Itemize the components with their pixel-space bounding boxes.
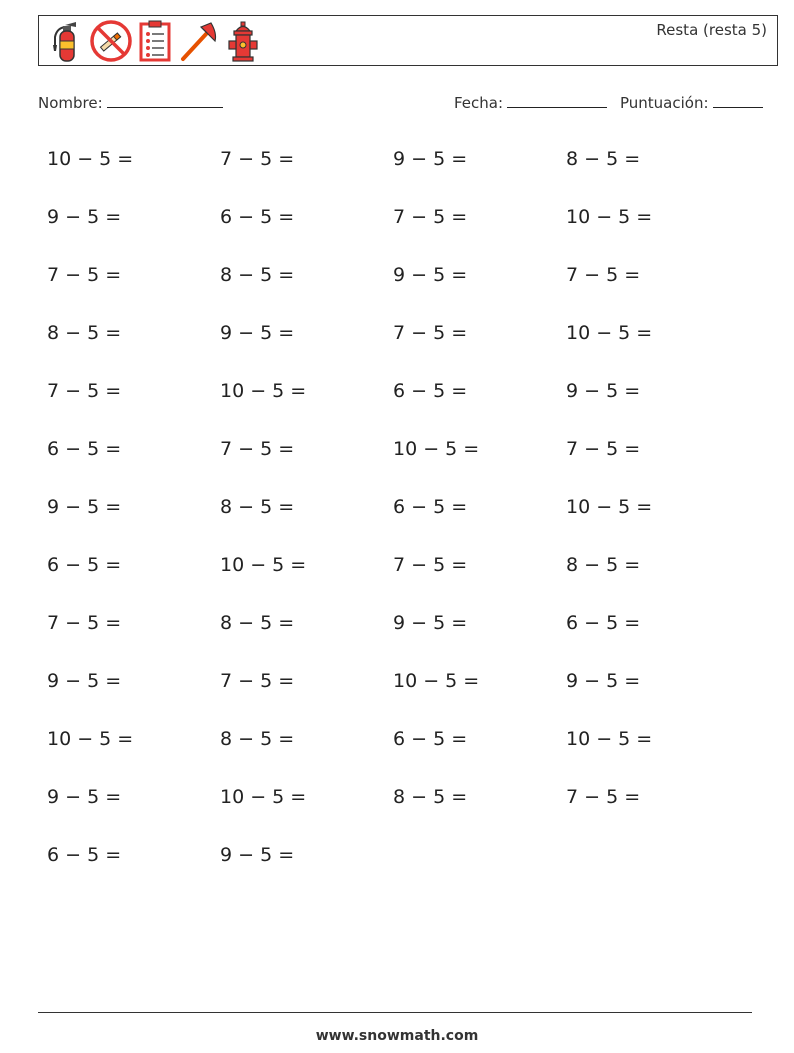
problem-item: 9 − 5 = bbox=[393, 148, 468, 170]
no-smoking-icon bbox=[89, 19, 133, 63]
problem-item: 6 − 5 = bbox=[47, 844, 122, 866]
worksheet-header bbox=[38, 15, 778, 66]
student-info-row bbox=[38, 93, 772, 117]
problem-item: 10 − 5 = bbox=[47, 728, 134, 750]
score-blank[interactable] bbox=[713, 93, 763, 108]
problem-item: 7 − 5 = bbox=[393, 206, 468, 228]
problem-item: 8 − 5 = bbox=[47, 322, 122, 344]
problem-item: 6 − 5 = bbox=[393, 380, 468, 402]
problem-item: 9 − 5 = bbox=[393, 612, 468, 634]
problem-item: 9 − 5 = bbox=[566, 380, 641, 402]
problem-item: 8 − 5 = bbox=[220, 612, 295, 634]
problem-item: 8 − 5 = bbox=[220, 264, 295, 286]
fire-axe-icon bbox=[177, 19, 221, 63]
score-field[interactable] bbox=[620, 93, 763, 112]
problem-item: 9 − 5 = bbox=[566, 670, 641, 692]
problem-item: 7 − 5 = bbox=[393, 322, 468, 344]
problem-item: 7 − 5 = bbox=[220, 438, 295, 460]
problem-item: 7 − 5 = bbox=[47, 612, 122, 634]
problem-item: 10 − 5 = bbox=[566, 206, 653, 228]
checklist-icon bbox=[137, 19, 173, 63]
problem-item: 6 − 5 = bbox=[393, 728, 468, 750]
problem-item: 10 − 5 = bbox=[47, 148, 134, 170]
header-icons bbox=[45, 19, 261, 63]
date-blank[interactable] bbox=[507, 93, 607, 108]
problem-item: 8 − 5 = bbox=[393, 786, 468, 808]
problem-item: 9 − 5 = bbox=[47, 206, 122, 228]
problem-item: 10 − 5 = bbox=[566, 322, 653, 344]
date-label: Fecha: bbox=[454, 94, 504, 112]
problem-item: 8 − 5 = bbox=[566, 554, 641, 576]
problem-item: 6 − 5 = bbox=[393, 496, 468, 518]
name-label: Nombre: bbox=[38, 94, 103, 112]
problem-item: 9 − 5 = bbox=[47, 670, 122, 692]
footer-website: www.snowmath.com bbox=[315, 1028, 479, 1044]
problem-item: 10 − 5 = bbox=[220, 786, 307, 808]
problem-item: 10 − 5 = bbox=[220, 380, 307, 402]
fire-hydrant-icon bbox=[225, 19, 261, 63]
footer-divider bbox=[38, 1012, 752, 1013]
problem-item: 7 − 5 = bbox=[47, 264, 122, 286]
problem-item: 10 − 5 = bbox=[566, 728, 653, 750]
problem-item: 10 − 5 = bbox=[220, 554, 307, 576]
problem-item: 6 − 5 = bbox=[47, 438, 122, 460]
problem-item: 7 − 5 = bbox=[220, 670, 295, 692]
name-field[interactable] bbox=[38, 93, 223, 112]
problem-item: 8 − 5 = bbox=[220, 496, 295, 518]
problem-item: 8 − 5 = bbox=[566, 148, 641, 170]
problem-item: 10 − 5 = bbox=[566, 496, 653, 518]
problem-item: 7 − 5 = bbox=[220, 148, 295, 170]
problem-item: 7 − 5 = bbox=[566, 264, 641, 286]
problem-item: 9 − 5 = bbox=[220, 844, 295, 866]
fire-extinguisher-icon bbox=[45, 19, 85, 63]
worksheet-title: Resta (resta 5) bbox=[656, 21, 767, 39]
problem-item: 10 − 5 = bbox=[393, 670, 480, 692]
problem-item: 9 − 5 = bbox=[47, 786, 122, 808]
problem-item: 6 − 5 = bbox=[566, 612, 641, 634]
problem-item: 7 − 5 = bbox=[566, 438, 641, 460]
date-field[interactable] bbox=[454, 93, 607, 112]
problem-item: 9 − 5 = bbox=[220, 322, 295, 344]
problem-item: 9 − 5 = bbox=[393, 264, 468, 286]
problem-item: 6 − 5 = bbox=[47, 554, 122, 576]
problem-item: 6 − 5 = bbox=[220, 206, 295, 228]
problem-item: 10 − 5 = bbox=[393, 438, 480, 460]
name-blank[interactable] bbox=[107, 93, 223, 108]
problem-item: 8 − 5 = bbox=[220, 728, 295, 750]
problem-item: 7 − 5 = bbox=[393, 554, 468, 576]
problem-item: 9 − 5 = bbox=[47, 496, 122, 518]
problem-item: 7 − 5 = bbox=[47, 380, 122, 402]
score-label: Puntuación: bbox=[620, 94, 709, 112]
problem-item: 7 − 5 = bbox=[566, 786, 641, 808]
